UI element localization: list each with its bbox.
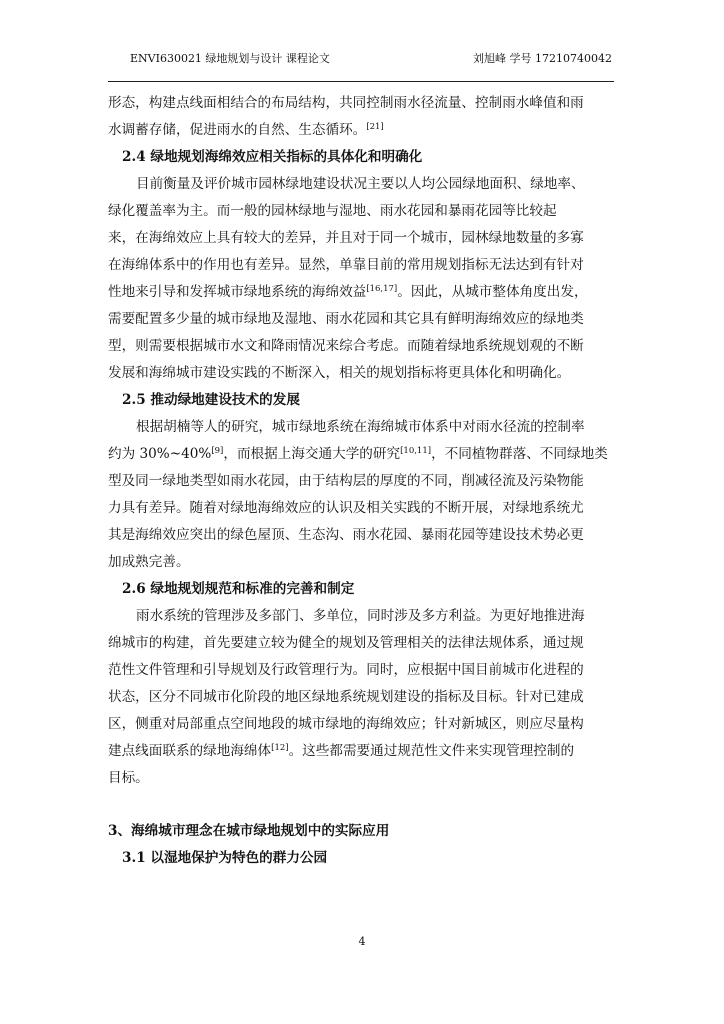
- section-heading-3-1: 3.1 以湿地保护为特色的群力公园: [122, 850, 328, 866]
- body-line: 目标。: [108, 770, 149, 786]
- citation-ref: [10,11]: [400, 446, 432, 456]
- citation-ref: [16,17]: [366, 284, 398, 294]
- document-body: [108, 90, 614, 872]
- body-line: 型及同一绿地类型如雨水花园，由于结构层的厚度的不同，削减径流及污染物能: [108, 473, 584, 489]
- body-line: 状态，区分不同城市化阶段的地区绿地系统规划建设的指标及目标。针对已建成: [108, 689, 584, 705]
- body-line: 目前衡量及评价城市园林绿地建设状况主要以人均公园绿地面积、绿地率、: [136, 176, 585, 192]
- page-header: [108, 48, 614, 70]
- body-line: 力具有差异。随着对绿地海绵效应的认识及相关实践的不断开展，对绿地系统尤: [108, 500, 584, 516]
- body-line: 需要配置多少量的城市绿地及湿地、雨水花园和其它具有鲜明海绵效应的绿地类: [108, 311, 584, 327]
- page-number: 4: [358, 935, 366, 948]
- body-text: ，而根据上海交通大学的研究: [223, 446, 401, 462]
- section-heading-2-6: 2.6 绿地规划规范和标准的完善和制定: [122, 581, 355, 597]
- body-line: 区，侧重对局部重点空间地段的城市绿地的海绵效应；针对新城区，则应尽量构: [108, 716, 584, 732]
- body-line: 根据胡楠等人的研究，城市绿地系统在海绵城市体系中对雨水径流的控制率: [136, 419, 585, 435]
- body-line: [108, 441, 614, 468]
- body-line: 范性文件管理和引导规划及行政管理行为。同时，应根据中国目前城市化进程的: [108, 662, 584, 678]
- body-text: ，不同植物群落、不同绿地类: [431, 446, 608, 462]
- body-line: 在海绵体系中的作用也有差异。显然，单靠目前的常用规划指标无法达到有针对: [108, 257, 584, 273]
- body-line: [108, 279, 614, 306]
- body-text: 。这些都需要通过规范性文件来实现管理控制的: [288, 743, 575, 759]
- body-line: 型，则需要根据城市水文和降雨情况来综合考虑。而随着绿地系统规划观的不断: [108, 338, 584, 354]
- body-text: 约为 30%~40%: [108, 446, 212, 462]
- body-line: 来，在海绵效应上具有较大的差异，并且对于同一个城市，园林绿地数量的多寡: [108, 230, 584, 246]
- body-line: 绵城市的构建，首先要建立较为健全的规划及管理相关的法律法规体系，通过规: [108, 635, 584, 651]
- header-divider: [108, 81, 614, 82]
- section-heading-2-5: 2.5 推动绿地建设技术的发展: [122, 392, 300, 408]
- body-line: 其是海绵效应突出的绿色屋顶、生态沟、雨水花园、暴雨花园等建设技术势必更: [108, 527, 584, 543]
- header-course-title: ENVI630021 绿地规划与设计 课程论文: [130, 52, 330, 65]
- citation-ref: [12]: [271, 743, 289, 753]
- body-line: 雨水系统的管理涉及多部门、多单位，同时涉及多方利益。为更好地推进海: [136, 608, 585, 624]
- body-line: [108, 738, 614, 765]
- body-line: 绿化覆盖率为主。而一般的园林绿地与湿地、雨水花园和暴雨花园等比较起: [108, 203, 557, 219]
- section-spacer: [108, 792, 614, 818]
- section-heading-3: 3、海绵城市理念在城市绿地规划中的实际应用: [108, 823, 390, 839]
- body-line: 形态，构建点线面相结合的布局结构，共同控制雨水径流量、控制雨水峰值和雨: [108, 95, 584, 111]
- body-text: 性地来引导和发挥城市绿地系统的海绵效益: [108, 284, 367, 300]
- body-text: 建点线面联系的绿地海绵体: [108, 743, 272, 759]
- body-text: 。因此，从城市整体角度出发，: [397, 284, 588, 300]
- citation-ref: [9]: [211, 446, 224, 456]
- header-student-info: 刘旭峰 学号 17210740042: [473, 52, 612, 65]
- body-line: 加成熟完善。: [108, 554, 190, 570]
- section-heading-2-4: 2.4 绿地规划海绵效应相关指标的具体化和明确化: [122, 149, 423, 165]
- citation-ref: [21]: [366, 122, 384, 132]
- body-text: 水调蓄存储，促进雨水的自然、生态循环。: [108, 122, 367, 138]
- body-line: 发展和海绵城市建设实践的不断深入，相关的规划指标将更具体化和明确化。: [108, 365, 571, 381]
- body-line: [108, 117, 614, 144]
